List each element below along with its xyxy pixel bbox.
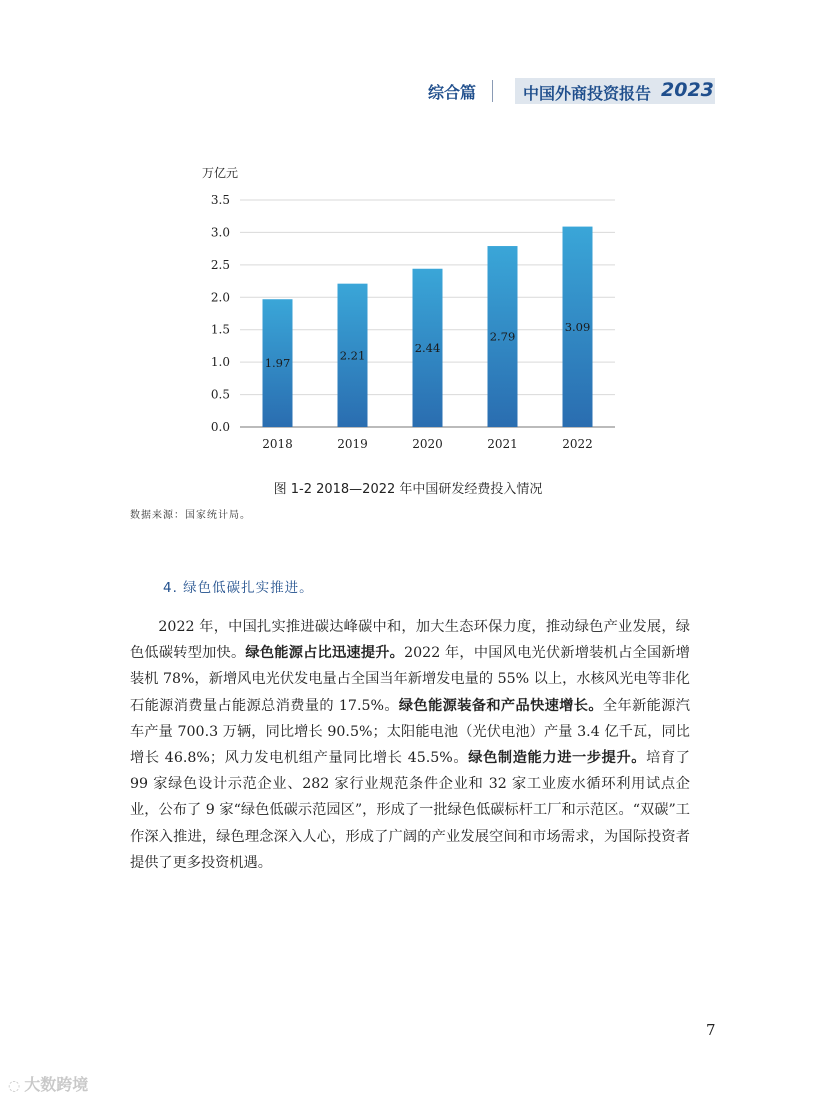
para-text-a: 2022 年，中国扎实推进碳达峰碳中和，加大生态环保力度，推动绿色产业发展，绿色低碳转型加快。 — [130, 619, 690, 662]
bold-highlight-1: 绿色能源占比迅速提升。 — [245, 645, 405, 662]
page-header — [0, 78, 816, 108]
x-tick-label: 2022 — [562, 437, 593, 451]
y-tick-label: 2.5 — [210, 257, 230, 272]
bold-highlight-3: 绿色制造能力进一步提升。 — [468, 750, 647, 767]
y-tick-label: 3.0 — [210, 225, 230, 240]
x-tick-label: 2019 — [337, 437, 368, 451]
report-title: 中国外商投资报告 — [523, 84, 652, 103]
page-number: 7 — [706, 1021, 716, 1039]
bold-highlight-2: 绿色能源装备和产品快速增长。 — [398, 697, 603, 714]
x-tick-label: 2021 — [487, 437, 518, 451]
data-label-2018: 1.97 — [264, 356, 291, 371]
data-source-note: 数据来源：国家统计局。 — [130, 510, 251, 521]
para-text-e: 培育了 99 家绿色设计示范企业、282 家行业规范条件企业和 32 家工业废水循环利用试点企业，公布了 9 家“绿色低碳示范园区”，形成了一批绿色低碳标杆工厂和示范区。“双碳”工作深入推进，绿色理念深入人心，形成了广阔的产业发展空间和市场需求，为国际投资者提供了更多投资机遇。 — [130, 750, 690, 871]
data-label-2019: 2.21 — [339, 348, 366, 363]
body-paragraph — [130, 614, 690, 876]
y-tick-label: 2.0 — [210, 290, 230, 305]
y-tick-label: 0.0 — [210, 420, 230, 434]
report-title-box — [515, 78, 715, 104]
report-year: 2023 — [661, 79, 714, 101]
chat-bubble-icon: ◌ — [8, 1078, 21, 1094]
figure-caption: 图 1-2 2018—2022 年中国研发经费投入情况 — [273, 482, 543, 497]
x-tick-label: 2018 — [262, 437, 293, 451]
y-tick-label: 1.0 — [210, 355, 230, 370]
rd-expenditure-bar-chart — [160, 155, 630, 455]
x-tick-label: 2020 — [412, 437, 443, 451]
y-tick-label: 3.5 — [210, 193, 230, 207]
section-heading: 4. 绿色低碳扎实推进。 — [163, 580, 314, 596]
watermark-text: 大数跨境 — [24, 1075, 89, 1094]
data-label-2021: 2.79 — [489, 329, 516, 344]
para-text-c: 2022 年，中国风电光伏新增装机占全国新增装机 78%，新增风电光伏发电量占全国当年新增发电量的 55% 以上，水核风光电等非化石能源消费量占能源总消费量的 17.5%。 — [130, 645, 690, 714]
data-label-2020: 2.44 — [414, 340, 441, 355]
para-text-d: 全年新能源汽车产量 700.3 万辆，同比增长 90.5%；太阳能电池（光伏电池）产量 3.4 亿千瓦，同比增长 46.8%；风力发电机组产量同比增长 45.5%。 — [130, 697, 690, 767]
watermark — [8, 1072, 88, 1095]
y-axis-label: 万亿元 — [202, 166, 239, 180]
y-tick-label: 1.5 — [210, 322, 230, 337]
data-label-2022: 3.09 — [564, 319, 591, 334]
y-tick-label: 0.5 — [210, 387, 230, 402]
section-label: 综合篇 — [428, 83, 477, 102]
paragraph-1 — [130, 614, 690, 876]
header-divider — [492, 80, 493, 102]
